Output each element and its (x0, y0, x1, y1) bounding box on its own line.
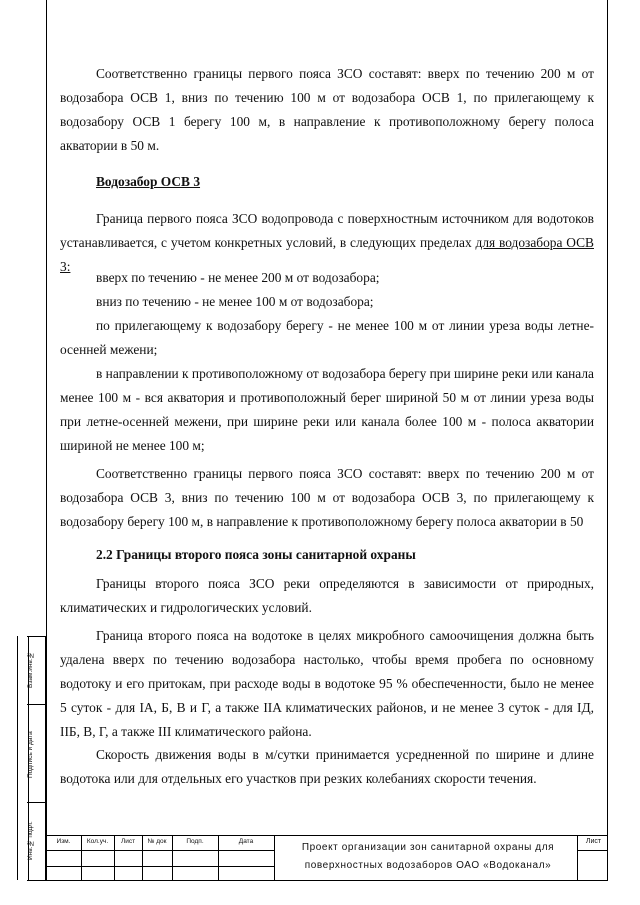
paragraph-osv1-summary: Соответственно границы первого пояса ЗСО составят: вверх по течению 200 м от водозабора ОСВ 1, вниз по течению 100 м от водозабора ОСВ 1, по прилегающему к водозабору ОСВ 1 берегу 100 м, в направление к противоположному берегу полоса акватории в 50 м. (60, 66, 594, 153)
stamp-label-list: Лист (120, 838, 136, 845)
paragraph-osv3-summary: Соответственно границы первого пояса ЗСО составят: вверх по течению 200 м от водозабора ОСВ 3, вниз по течению 100 м от водозабора ОСВ 3, по прилегающему к водозабору берегу 100 м, в направление к противоположному берегу полоса акватории в 50 (60, 466, 594, 529)
side-divider-1 (27, 704, 45, 705)
list-item-upstream: вверх по течению - не менее 200 м от водозабора; (96, 270, 380, 285)
paragraph-osv3-intro-underlined: для водозабора ОСВ 3: (60, 235, 594, 274)
stamp-label-ndok: № док (147, 838, 167, 845)
stamp-sheet-label: Лист (585, 838, 602, 845)
side-divider-2 (27, 802, 45, 803)
paragraph-second-belt-conditions: Границы второго пояса ЗСО реки определяются в зависимости от природных, климатических и гидрологических условий. (60, 576, 594, 615)
stamp-label-data: Дата (238, 838, 254, 845)
osv3-summary-block (60, 462, 594, 534)
heading-osv3-block (60, 170, 594, 194)
heading-osv3: Водозабор ОСВ 3 (96, 174, 201, 189)
section-22-body-2 (60, 624, 594, 744)
list-item-opposite-bank: в направлении к противоположному от водозабора берегу при ширине реки или канала менее 100 м - вся акватория и противоположный берег шириной 50 м от линии уреза воды при летне-осенней межени, при ширине реки или канала более 100 м - полоса акватории шириной не менее 100 м; (60, 366, 594, 453)
list-item-adjacent-bank: по прилегающему к водозабору берегу - не менее 100 м от линии уреза воды летне-осенней межени; (60, 318, 594, 357)
side-label-vzam-inv: Взам.инв.№ (27, 651, 34, 689)
list-item-downstream: вниз по течению - не менее 100 м от водозабора; (96, 294, 374, 309)
paragraph-osv3-intro-text: Граница первого пояса ЗСО водопровода с поверхностным источником для водотоков устанавливается, с учетом конкретных условий, в следующих пределах (60, 211, 594, 250)
side-label-signature-date: Подпись и дата (27, 731, 34, 779)
side-label-inv-podl: Инв.№ подл. (27, 821, 34, 861)
stamp-label-kol-uch: Кол.уч. (86, 838, 109, 845)
heading-section-2-2: 2.2 Границы второго пояса зоны санитарной охраны (96, 547, 416, 562)
stamp-list-hline (577, 850, 607, 851)
stamp-label-podp: Подп. (186, 838, 204, 845)
side-divider-3 (27, 880, 45, 881)
section-22-body-3 (60, 743, 594, 791)
stamp-title-line-2: поверхностных водозаборов ОАО «Водоканал» (304, 860, 552, 871)
section-22-body (60, 572, 594, 620)
body-text (60, 62, 594, 158)
title-block (46, 835, 607, 881)
stamp-title-line-1: Проект организации зон санитарной охраны для (301, 842, 555, 853)
paragraph-second-belt-boundary: Граница второго пояса на водотоке в целях микробного самоочищения должна быть удалена вверх по течению водозабора настолько, чтобы время пробега по основному водотоку и его притокам, при расходе воды в водотоке 95 % обеспеченности, было не менее 5 суток - для IA, Б, В и Г, а также IIA климатических районов, и не менее 3 суток - для IД, IIБ, В, Г, а также III климатического района. (60, 628, 594, 739)
paragraph-water-velocity: Скорость движения воды в м/сутки принимается усредненной по ширине и длине водотока или для отдельных его участков при резких колебаниях скорости течения. (60, 747, 594, 786)
stamp-label-izm: Изм. (56, 838, 71, 845)
osv3-list (60, 266, 594, 458)
section-22-heading-block (60, 543, 594, 567)
stamp-project-title (278, 839, 578, 875)
